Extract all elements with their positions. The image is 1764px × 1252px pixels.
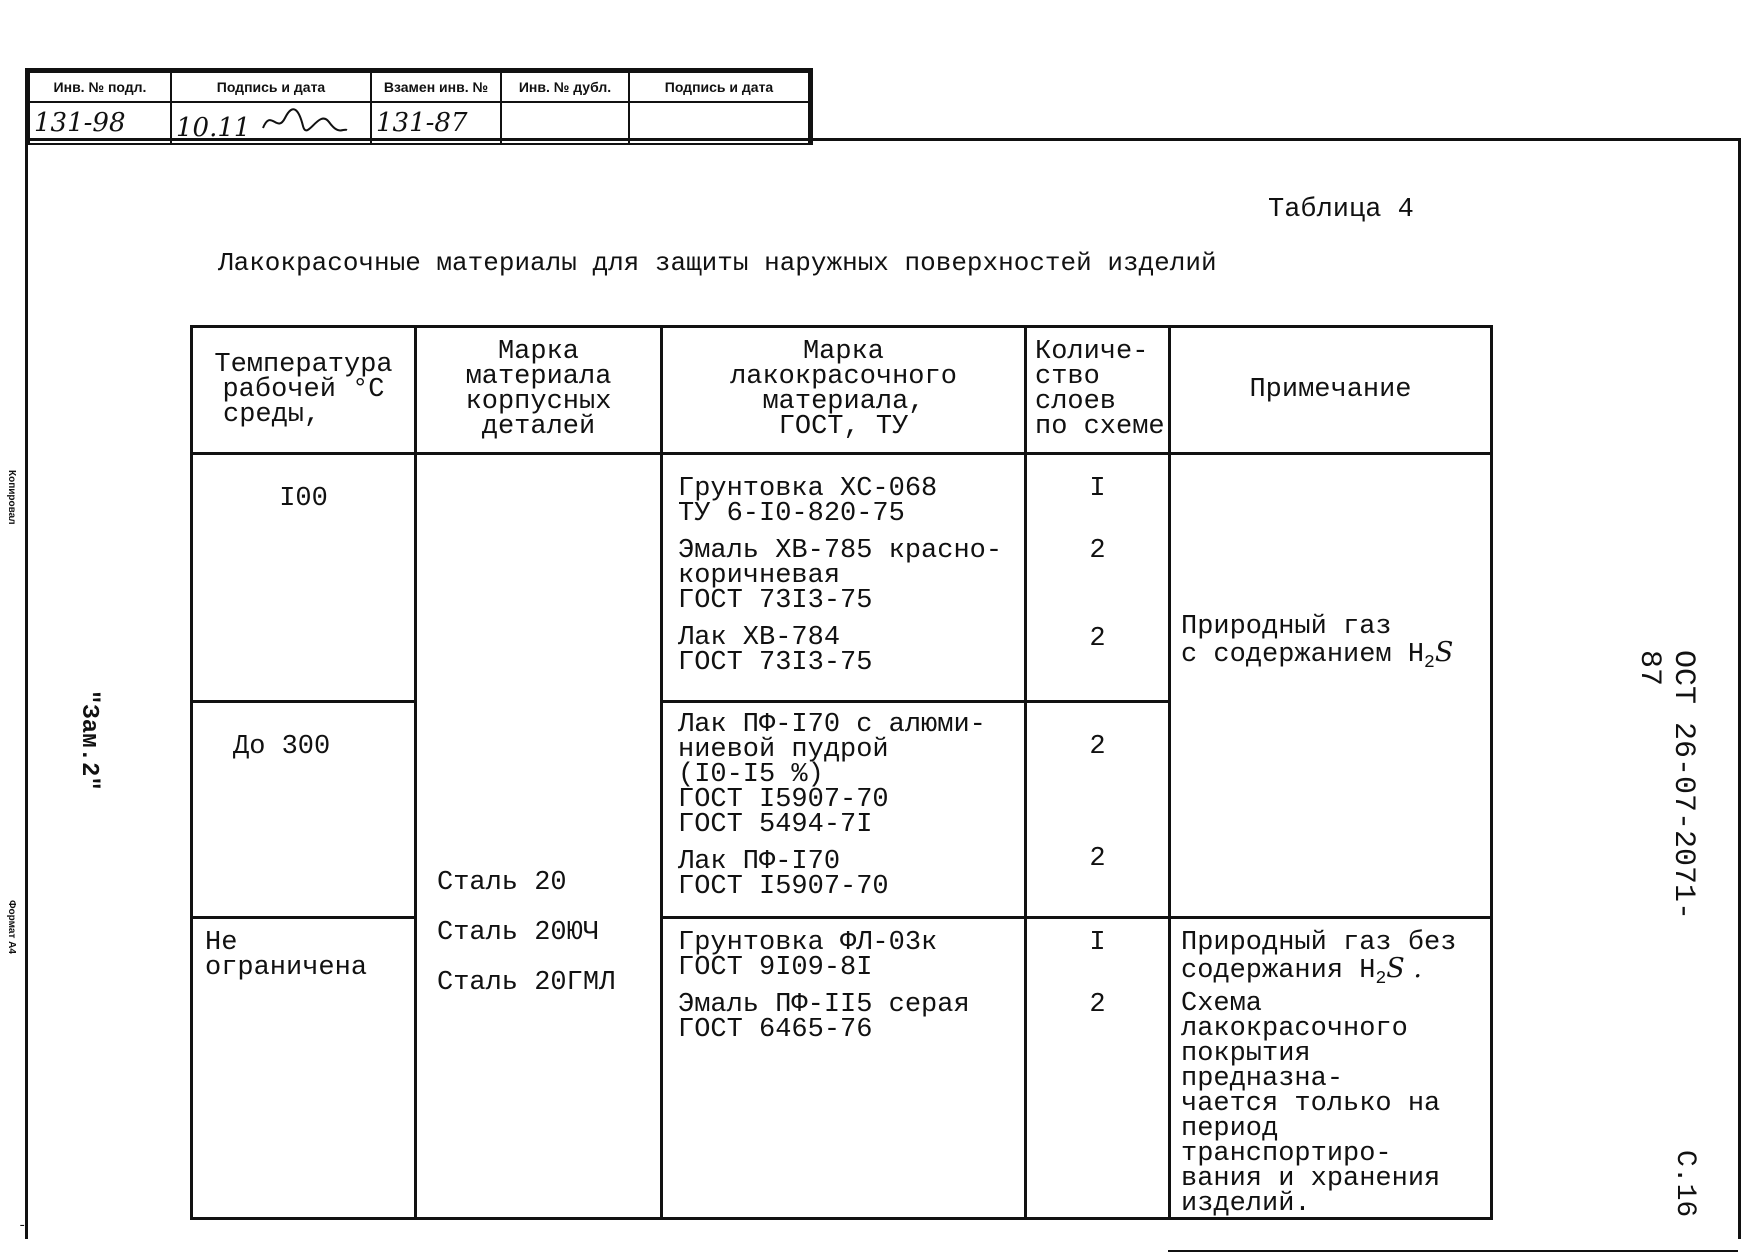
- layers-cell-3: [1026, 918, 1170, 1219]
- paint-cell-2: [662, 702, 1026, 918]
- stamp-value-5: [629, 102, 809, 144]
- table-header-row: [192, 327, 1492, 454]
- material-list: [417, 455, 660, 1021]
- paint-line: ГОСТ I5907-70: [678, 785, 889, 815]
- table-row: [192, 918, 1492, 1219]
- margin-tick: -: [18, 1218, 27, 1234]
- layers-cell-1: [1026, 454, 1170, 702]
- stamp-header-3: Взамен инв. №: [371, 72, 501, 102]
- paint-line: Лак ПФ-I70 с алюми-: [678, 710, 986, 740]
- paint-cell-3: [662, 918, 1026, 1219]
- paint-line: ГОСТ 73I3-75: [678, 648, 873, 678]
- note2-subscript: 2: [1375, 969, 1387, 989]
- paint-line: (I0-I5 %): [678, 760, 824, 790]
- layers-value: I: [1089, 474, 1106, 504]
- stamp-header-4: Инв. № дубл.: [501, 72, 629, 102]
- revision-mark: "Зам.2": [75, 690, 102, 791]
- paint-item: [678, 928, 1010, 983]
- stamp-header-5: Подпись и дата: [629, 72, 809, 102]
- note2-line2: [1181, 953, 1486, 992]
- material-item-2: Сталь 20ЮЧ: [437, 918, 600, 948]
- header-material-line3: корпусных: [465, 387, 612, 417]
- paint-line: коричневая: [678, 561, 841, 591]
- paint-item: [678, 623, 1010, 678]
- paint-item: [678, 536, 1010, 616]
- approval-stamp: [25, 68, 813, 145]
- layers-cell-2: [1026, 702, 1170, 918]
- header-paint-line4: ГОСТ, ТУ: [778, 412, 909, 442]
- note-cell-1: [1170, 454, 1492, 918]
- paint-item: [678, 847, 1010, 902]
- stamp-value-4: [501, 102, 629, 144]
- layers-value: 2: [1089, 844, 1106, 874]
- header-temperature: [192, 327, 416, 454]
- paint-line: ТУ 6-I0-820-75: [678, 499, 905, 529]
- note1-text: с содержанием H: [1181, 640, 1425, 670]
- header-layers: [1026, 327, 1170, 454]
- header-material: [416, 327, 662, 454]
- stamp-value-2-date: 10.11: [176, 112, 251, 143]
- layers-value: 2: [1089, 990, 1106, 1020]
- header-note: Примечание: [1170, 327, 1492, 454]
- stamp-value-1: 131-98: [29, 102, 171, 144]
- format-mark: Формат А4: [6, 900, 17, 954]
- header-paint-line2: лакокрасочного: [730, 362, 957, 392]
- note1-subscript: 2: [1424, 653, 1435, 673]
- paint-item: [678, 990, 1010, 1045]
- header-material-line2: материала: [465, 362, 612, 392]
- note1-line1: Природный газ: [1181, 612, 1392, 642]
- note2-symbol: S .: [1386, 953, 1422, 984]
- layers-value: 2: [1089, 732, 1106, 762]
- header-paint-line3: материала,: [762, 387, 925, 417]
- note1-symbol: S: [1434, 637, 1454, 668]
- paint-line: ГОСТ 73I3-75: [678, 586, 873, 616]
- page-number: С.16: [1669, 1150, 1700, 1218]
- copied-mark: Копировал: [6, 470, 17, 525]
- paint-line: ГОСТ 5494-7I: [678, 810, 873, 840]
- header-material-line1: Марка: [497, 337, 579, 367]
- header-layers-line3: слоев: [1035, 387, 1117, 417]
- paint-line: Эмаль ХВ-785 красно-: [678, 536, 1003, 566]
- note2-text: содержания H: [1181, 956, 1376, 986]
- paint-cell-1: [662, 454, 1026, 702]
- header-layers-line1: Количе-: [1035, 337, 1149, 367]
- temp-cell-1: I00: [192, 454, 416, 702]
- signature-image: [259, 113, 349, 143]
- note-cell-2: [1170, 918, 1492, 1219]
- coatings-table: [190, 325, 1493, 1220]
- note2-line7: вания и хранения: [1181, 1164, 1441, 1194]
- note1-line2: [1181, 637, 1486, 676]
- note2-line3: Схема лакокрасочного: [1181, 989, 1408, 1044]
- header-material-line4: деталей: [481, 412, 596, 442]
- header-temp-line3: среды,: [223, 399, 321, 430]
- stamp-value-2: [171, 102, 371, 144]
- paint-line: ГОСТ 6465-76: [678, 1015, 873, 1045]
- note2-line1: Природный газ без: [1181, 928, 1457, 958]
- paint-line: Грунтовка ХС-068: [678, 474, 938, 504]
- layers-value: 2: [1089, 624, 1106, 654]
- paint-line: Лак ПФ-I70: [678, 847, 841, 877]
- note2-line8: изделий.: [1181, 1189, 1311, 1219]
- header-paint-line1: Марка: [802, 337, 884, 367]
- note2-line6: период транспортиро-: [1181, 1114, 1392, 1169]
- layers-value: 2: [1089, 536, 1106, 566]
- paint-item: [678, 710, 1010, 840]
- stamp-header-2: Подпись и дата: [171, 72, 371, 102]
- paint-line: Грунтовка ФЛ-03к: [678, 928, 938, 958]
- stamp-header-1: Инв. № подл.: [29, 72, 171, 102]
- layers-value: I: [1089, 928, 1106, 958]
- paint-line: Эмаль ПФ-II5 серая: [678, 990, 970, 1020]
- table-row: [192, 454, 1492, 702]
- table-label: Таблица 4: [1268, 195, 1414, 225]
- header-layers-line4: по схеме: [1035, 412, 1165, 442]
- temp-cell-2: До 300: [192, 702, 416, 918]
- standard-number: ОСТ 26-07-2071-87: [1632, 650, 1700, 921]
- header-paint: [662, 327, 1026, 454]
- material-item-3: Сталь 20ГМЛ: [437, 968, 616, 998]
- temp-cell-3: Не ограничена: [192, 918, 416, 1219]
- paint-line: ГОСТ I5907-70: [678, 872, 889, 902]
- paint-line: ниевой пудрой: [678, 735, 889, 765]
- header-temp-line2: рабочей °С: [222, 374, 385, 405]
- material-item-1: Сталь 20: [437, 868, 567, 898]
- paint-line: Лак ХВ-784: [678, 623, 841, 653]
- header-layers-line2: ство: [1035, 362, 1100, 392]
- header-temp-line1: Температура: [214, 349, 393, 380]
- table-title: Лакокрасочные материалы для защиты наружных поверхностей изделий: [218, 248, 1217, 278]
- material-cell: [416, 454, 662, 1219]
- note2-line4: покрытия предназна-: [1181, 1039, 1344, 1094]
- paint-item: [678, 474, 1010, 529]
- stamp-value-3: 131-87: [371, 102, 501, 144]
- note2-line5: чается только на: [1181, 1089, 1441, 1119]
- paint-line: ГОСТ 9I09-8I: [678, 953, 873, 983]
